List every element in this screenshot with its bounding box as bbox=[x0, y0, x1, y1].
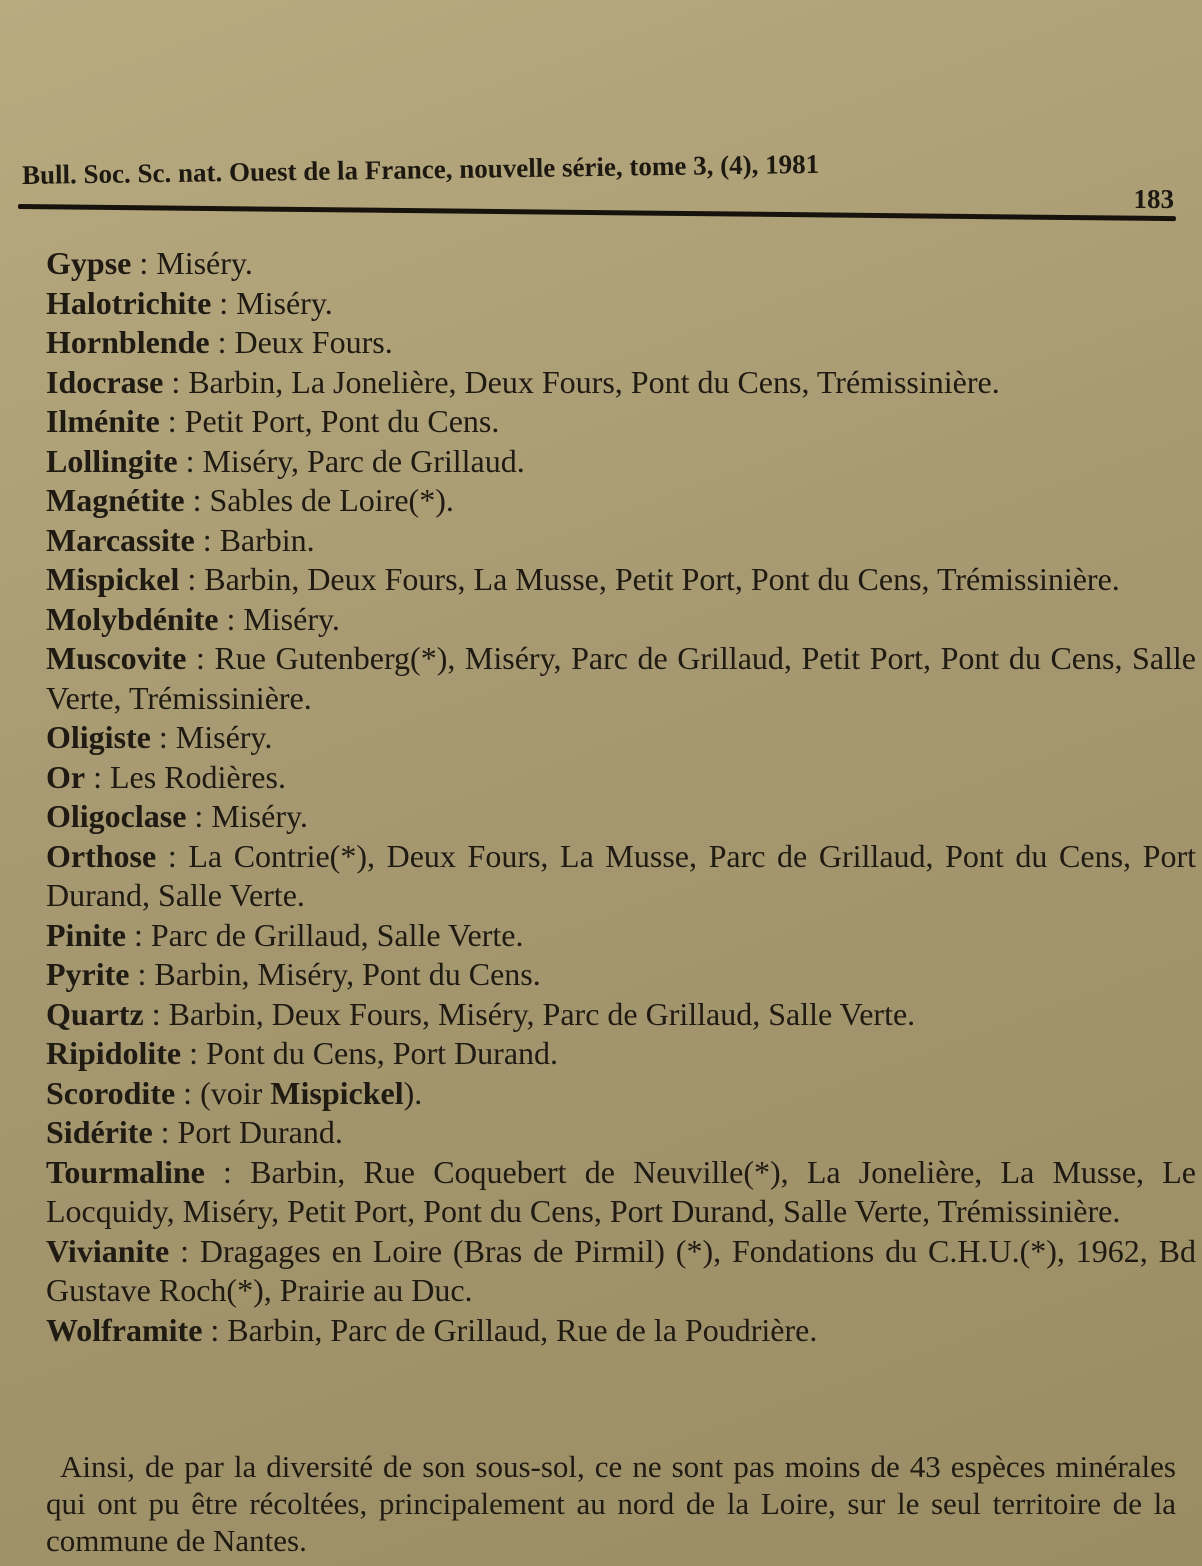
mineral-localities: (voir Mispickel). bbox=[200, 1074, 423, 1111]
mineral-localities: Petit Port, Pont du Cens. bbox=[184, 403, 500, 439]
mineral-entry: Mispickel : Barbin, Deux Fours, La Musse, Petit Port, Pont du Cens, Trémissinière. bbox=[46, 561, 1120, 597]
mineral-name: Tourmaline bbox=[46, 1153, 205, 1190]
mineral-entry: Scorodite : (voir Mispickel). bbox=[46, 1074, 423, 1111]
mineral-entry: Orthose : La Contrie(*), Deux Fours, La Musse, Parc de Grillaud, Pont du Cens, Port Durand, Salle Verte. bbox=[46, 837, 1197, 913]
mineral-localities: Barbin, Rue Coquebert de Neuville(*), La Jonelière, La Musse, Le Locquidy, Miséry, Petit Port, Pont du Cens, Port Durand, Salle Verte, Trémissinière. bbox=[46, 1153, 1197, 1229]
mineral-entry: Vivianite : Dragages en Loire (Bras de Pirmil) (*), Fondations du C.H.U.(*), 1962, Bd Gustave Roch(*), Prairie au Duc. bbox=[46, 1232, 1196, 1308]
mineral-localities: Barbin, Miséry, Pont du Cens. bbox=[154, 956, 541, 992]
mineral-name: Or bbox=[46, 758, 86, 795]
mineral-name: Ilménite bbox=[46, 403, 160, 439]
mineral-name: Vivianite bbox=[46, 1232, 170, 1269]
header-rule bbox=[18, 204, 1176, 221]
mineral-localities: Rue Gutenberg(*), Miséry, Parc de Grillaud, Petit Port, Pont du Cens, Salle Verte, Trémissinière. bbox=[46, 640, 1197, 716]
mineral-name: Quartz bbox=[46, 995, 144, 1032]
mineral-localities: Deux Fours. bbox=[234, 324, 393, 360]
mineral-entry: Ripidolite : Pont du Cens, Port Durand. bbox=[46, 1035, 559, 1071]
mineral-localities: Parc de Grillaud, Salle Verte. bbox=[150, 916, 524, 953]
mineral-entry: Ilménite : Petit Port, Pont du Cens. bbox=[46, 403, 500, 439]
mineral-entry: Or : Les Rodières. bbox=[46, 758, 286, 795]
mineral-localities: Les Rodières. bbox=[109, 758, 286, 795]
mineral-name: Idocrase bbox=[46, 363, 164, 400]
mineral-localities: Dragages en Loire (Bras de Pirmil) (*), Fondations du C.H.U.(*), 1962, Bd Gustave Roch(*), Prairie au Duc. bbox=[46, 1232, 1196, 1308]
mineral-name: Molybdénite bbox=[46, 600, 219, 637]
mineral-name: Halotrichite bbox=[46, 284, 212, 321]
mineral-name: Hornblende bbox=[46, 324, 210, 360]
conclusion-paragraph: Ainsi, de par la diversité de son sous-sol, ce ne sont pas moins de 43 espèces minérales qui ont pu être récoltées, principalement au nord de la Loire, sur le seul territoire de la commune de Nantes. bbox=[46, 1449, 1176, 1558]
mineral-localities: Miséry. bbox=[236, 284, 333, 321]
page-number: 183 bbox=[1133, 184, 1174, 214]
mineral-entry: Muscovite : Rue Gutenberg(*), Miséry, Parc de Grillaud, Petit Port, Pont du Cens, Salle Verte, Trémissinière. bbox=[46, 640, 1197, 716]
mineral-name: Ripidolite bbox=[46, 1035, 182, 1071]
mineral-localities: Miséry. bbox=[211, 798, 308, 834]
mineral-name: Oligiste bbox=[46, 719, 151, 755]
mineral-name: Pinite bbox=[46, 916, 126, 953]
mineral-name: Muscovite bbox=[46, 640, 187, 676]
mineral-name: Lollingite bbox=[46, 442, 178, 479]
mineral-entry: Oligoclase : Miséry. bbox=[46, 798, 308, 834]
mineral-localities: La Contrie(*), Deux Fours, La Musse, Parc de Grillaud, Pont du Cens, Port Durand, Salle Verte. bbox=[46, 837, 1197, 913]
mineral-entry: Quartz : Barbin, Deux Fours, Miséry, Parc de Grillaud, Salle Verte. bbox=[46, 995, 916, 1032]
mineral-name: Orthose bbox=[46, 837, 157, 874]
mineral-entry: Molybdénite : Miséry. bbox=[46, 600, 340, 637]
mineral-name: Scorodite bbox=[46, 1074, 176, 1111]
mineral-name: Magnétite bbox=[46, 482, 185, 518]
mineral-localities: Barbin, Deux Fours, La Musse, Petit Port, Pont du Cens, Trémissinière. bbox=[204, 561, 1120, 597]
mineral-entry: Lollingite : Miséry, Parc de Grillaud. bbox=[46, 442, 525, 479]
mineral-localities: Barbin. bbox=[219, 521, 315, 558]
mineral-name: Pyrite bbox=[46, 956, 130, 992]
mineral-name: Gypse bbox=[46, 245, 132, 281]
mineral-name: Mispickel bbox=[46, 561, 180, 597]
mineral-entry: Hornblende : Deux Fours. bbox=[46, 324, 393, 360]
mineral-entry: Wolframite : Barbin, Parc de Grillaud, Rue de la Poudrière. bbox=[46, 1311, 818, 1348]
mineral-localities: Miséry, Parc de Grillaud. bbox=[202, 442, 525, 479]
cross-reference: Mispickel bbox=[270, 1074, 404, 1111]
mineral-name: Sidérite bbox=[46, 1114, 153, 1150]
mineral-localities: Barbin, Parc de Grillaud, Rue de la Poudrière. bbox=[227, 1311, 818, 1348]
mineral-entry: Oligiste : Miséry. bbox=[46, 719, 273, 755]
mineral-localities: Miséry. bbox=[175, 719, 273, 755]
mineral-localities: Barbin, La Jonelière, Deux Fours, Pont du Cens, Trémissinière. bbox=[188, 363, 1000, 400]
mineral-entry: Gypse : Miséry. bbox=[46, 245, 253, 281]
mineral-entry: Halotrichite : Miséry. bbox=[46, 284, 333, 321]
mineral-localities: Sables de Loire(*). bbox=[209, 482, 454, 518]
mineral-localities: Miséry. bbox=[243, 600, 340, 637]
mineral-localities: Port Durand. bbox=[177, 1114, 343, 1150]
mineral-name: Oligoclase bbox=[46, 798, 187, 834]
mineral-name: Wolframite bbox=[46, 1311, 203, 1348]
mineral-name: Marcassite bbox=[46, 521, 195, 558]
mineral-localities: Barbin, Deux Fours, Miséry, Parc de Grillaud, Salle Verte. bbox=[168, 995, 916, 1032]
mineral-entry: Pinite : Parc de Grillaud, Salle Verte. bbox=[46, 916, 524, 953]
mineral-entry: Tourmaline : Barbin, Rue Coquebert de Neuville(*), La Jonelière, La Musse, Le Locquidy, Miséry, Petit Port, Pont du Cens, Port Durand, Salle Verte, Trémissinière. bbox=[46, 1153, 1197, 1229]
mineral-entry: Idocrase : Barbin, La Jonelière, Deux Fours, Pont du Cens, Trémissinière. bbox=[46, 363, 1000, 400]
mineral-list bbox=[46, 244, 1196, 1350]
mineral-entry: Sidérite : Port Durand. bbox=[46, 1114, 343, 1150]
journal-citation: Bull. Soc. Sc. nat. Ouest de la France, nouvelle série, tome 3, (4), 1981 bbox=[21, 148, 820, 190]
mineral-entry: Magnétite : Sables de Loire(*). bbox=[46, 482, 454, 518]
mineral-entry: Marcassite : Barbin. bbox=[46, 521, 315, 558]
mineral-entry: Pyrite : Barbin, Miséry, Pont du Cens. bbox=[46, 956, 541, 992]
mineral-localities: Pont du Cens, Port Durand. bbox=[206, 1035, 559, 1071]
mineral-localities: Miséry. bbox=[156, 245, 253, 281]
